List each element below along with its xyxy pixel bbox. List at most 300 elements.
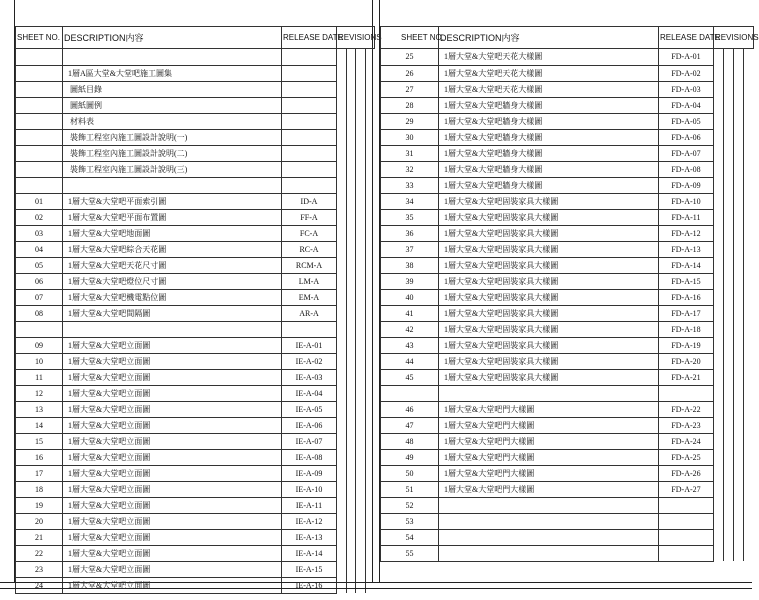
revision-box [337,561,346,577]
revision-box [723,97,733,113]
revision-box [346,401,356,417]
revision-box [733,529,743,545]
revision-box [365,561,375,577]
revision-box [337,417,346,433]
revision-cells [714,321,754,337]
sheet-description [439,513,659,529]
revision-box [365,145,375,161]
revision-box [365,65,375,81]
sheet-description: 1層大堂&大堂吧固裝家具大樣圖 [439,225,659,241]
header-release-date: RELEASE DATE [282,27,337,49]
revision-cells [714,433,754,449]
sheet-number: 29 [381,113,439,129]
revision-box [355,561,365,577]
sheet-code: FD-A-14 [659,257,714,273]
sheet-row [16,193,375,209]
sheet-code: FD-A-11 [659,209,714,225]
sheet-number: 44 [381,353,439,369]
revision-cells [714,161,754,177]
revision-box [337,449,346,465]
revision-cells [337,241,375,257]
revision-box [714,65,723,81]
sheet-number: 05 [16,257,63,273]
sheet-number: 15 [16,433,63,449]
revision-box [346,417,356,433]
sheet-code [659,529,714,545]
revision-cells [337,129,375,145]
sheet-description: 1層大堂&大堂吧立面圖 [63,513,282,529]
sheet-code: FD-A-15 [659,273,714,289]
sheet-number [16,97,63,113]
sheet-number: 18 [16,481,63,497]
sheet-code [282,49,337,66]
revision-box [337,65,346,81]
revision-box [743,257,753,273]
revision-cells [337,209,375,225]
revision-box [365,193,375,209]
sheet-number: 51 [381,481,439,497]
sheet-row [381,177,754,193]
revision-box [733,65,743,81]
sheet-description: 裝飾工程室內施工圖設計說明(三) [63,161,282,177]
revision-cells [714,513,754,529]
sheet-description: 材料表 [63,113,282,129]
revision-box [346,225,356,241]
sheet-row [381,465,754,481]
sheet-row [381,129,754,145]
sheet-number [16,177,63,193]
sheet-description: 1層大堂&大堂吧固裝家具大樣圖 [439,353,659,369]
sheet-description: 1層大堂&大堂吧立面圖 [63,577,282,593]
sheet-row [381,369,754,385]
sheet-row [381,529,754,545]
revision-box [733,145,743,161]
sheet-number: 30 [381,129,439,145]
revision-box [355,417,365,433]
revision-box [743,353,753,369]
sheet-row [381,433,754,449]
revision-box [733,49,743,65]
sheet-number: 19 [16,497,63,513]
revision-box [723,257,733,273]
revision-cells [714,465,754,481]
revision-cells [337,289,375,305]
sheet-code: FD-A-08 [659,161,714,177]
revision-box [346,369,356,385]
left-sheet-table [15,26,382,594]
sheet-code: FD-A-19 [659,337,714,353]
revision-box [714,145,723,161]
header-description: DESCRIPTION内容 [439,27,659,49]
revision-box [723,289,733,305]
sheet-code [282,129,337,145]
revision-box [346,497,356,513]
sheet-code [659,385,714,401]
revision-box [743,449,753,465]
sheet-row [16,257,375,273]
revision-box [337,49,346,65]
revision-cells [337,113,375,129]
revision-cells [337,369,375,385]
revision-box [346,129,356,145]
revision-box [714,545,723,561]
sheet-code: IE-A-11 [282,497,337,513]
revision-box [355,97,365,113]
sheet-code: FD-A-09 [659,177,714,193]
revision-box [723,177,733,193]
sheet-code: FD-A-27 [659,481,714,497]
revision-box [743,273,753,289]
revision-box [714,321,723,337]
revision-box [743,225,753,241]
sheet-code: FD-A-21 [659,369,714,385]
revision-cells [714,177,754,193]
bottom-border-inner [0,588,752,589]
revision-box [346,577,356,593]
sheet-row [16,289,375,305]
sheet-number [381,385,439,401]
sheet-number: 27 [381,81,439,97]
sheet-number: 13 [16,401,63,417]
revision-box [723,209,733,225]
revision-box [355,577,365,593]
revision-box [365,385,375,401]
revision-box [337,353,346,369]
sheet-code: RC-A [282,241,337,257]
sheet-code: FD-A-24 [659,433,714,449]
revision-box [365,513,375,529]
sheet-row [16,417,375,433]
sheet-row [381,145,754,161]
sheet-code: IE-A-01 [282,337,337,353]
revision-box [743,401,753,417]
revision-box [723,513,733,529]
sheet-description: 1層大堂&大堂吧牆身大樣圖 [439,145,659,161]
sheet-code: FD-A-16 [659,289,714,305]
sheet-code: FD-A-20 [659,353,714,369]
sheet-number: 46 [381,401,439,417]
revision-box [355,401,365,417]
revision-cells [337,385,375,401]
revision-box [733,113,743,129]
revision-box [743,545,753,561]
sheet-row [381,449,754,465]
revision-box [714,49,723,65]
revision-box [733,353,743,369]
sheet-row [16,513,375,529]
sheet-number [16,49,63,66]
sheet-number: 23 [16,561,63,577]
revision-box [714,97,723,113]
revision-box [723,417,733,433]
revision-box [733,241,743,257]
sheet-row [16,225,375,241]
revision-cells [337,401,375,417]
revision-box [714,417,723,433]
revision-box [714,465,723,481]
sheet-code [282,113,337,129]
sheet-number: 54 [381,529,439,545]
sheet-description: 1層大堂&大堂吧固裝家具大樣圖 [439,369,659,385]
revision-box [346,529,356,545]
revision-box [355,113,365,129]
revision-box [714,129,723,145]
revision-box [743,305,753,321]
revision-box [365,257,375,273]
sheet-number: 53 [381,513,439,529]
sheet-description: 裝飾工程室內施工圖設計說明(二) [63,145,282,161]
right-sheet-panel [379,0,759,582]
sheet-row [381,49,754,66]
sheet-number: 28 [381,97,439,113]
sheet-row [381,209,754,225]
sheet-description: 1層大堂&大堂吧立面圖 [63,417,282,433]
right-sheet-table [380,26,759,562]
revision-cells [714,209,754,225]
revision-cells [337,321,375,337]
revision-cells [714,241,754,257]
sheet-description: 1層大堂&大堂吧天花大樣圖 [439,65,659,81]
revision-box [337,433,346,449]
revision-cells [337,449,375,465]
sheet-code: FD-A-12 [659,225,714,241]
sheet-row [381,321,754,337]
sheet-description: 1層大堂&大堂吧立面圖 [63,401,282,417]
revision-box [337,465,346,481]
revision-cells [714,353,754,369]
revision-cells [714,225,754,241]
sheet-number: 08 [16,305,63,321]
revision-box [714,449,723,465]
sheet-description: 1層大堂&大堂吧立面圖 [63,449,282,465]
sheet-code: IE-A-12 [282,513,337,529]
revision-box [337,113,346,129]
revision-box [714,513,723,529]
sheet-number: 34 [381,193,439,209]
sheet-number: 41 [381,305,439,321]
revision-cells [714,497,754,513]
sheet-row [16,385,375,401]
revision-box [337,129,346,145]
sheet-number: 45 [381,369,439,385]
sheet-description: 1層大堂&大堂吧綜合天花圖 [63,241,282,257]
revision-box [723,401,733,417]
sheet-code: IE-A-08 [282,449,337,465]
sheet-row [16,177,375,193]
sheet-code [282,81,337,97]
revision-box [365,241,375,257]
sheet-description: 1層大堂&大堂吧立面圖 [63,433,282,449]
revision-box [346,337,356,353]
revision-box [355,177,365,193]
revision-box [723,81,733,97]
revision-box [733,401,743,417]
revision-box [714,529,723,545]
revision-box [355,385,365,401]
revision-box [743,529,753,545]
revision-cells [714,529,754,545]
revision-box [355,433,365,449]
revision-box [365,481,375,497]
revision-box [743,193,753,209]
revision-box [714,113,723,129]
revision-box [733,225,743,241]
revision-box [365,545,375,561]
sheet-number: 20 [16,513,63,529]
revision-cells [337,225,375,241]
revision-box [346,145,356,161]
sheet-description: 1層大堂&大堂吧立面圖 [63,337,282,353]
sheet-description [439,545,659,561]
sheet-number [16,129,63,145]
revision-cells [337,561,375,577]
sheet-code: IE-A-16 [282,577,337,593]
revision-box [714,193,723,209]
revision-cells [337,433,375,449]
sheet-row [16,113,375,129]
revision-cells [337,481,375,497]
revision-box [723,113,733,129]
revision-box [723,545,733,561]
revision-box [346,193,356,209]
sheet-description: 1層大堂&大堂吧牆身大樣圖 [439,113,659,129]
revision-box [733,305,743,321]
revision-box [714,497,723,513]
revision-cells [337,465,375,481]
sheet-number: 16 [16,449,63,465]
revision-box [733,545,743,561]
left-sheet-panel [14,0,382,590]
revision-box [723,49,733,65]
revision-box [365,337,375,353]
revision-box [346,465,356,481]
revision-box [337,97,346,113]
sheet-code: ID-A [282,193,337,209]
sheet-code [659,513,714,529]
sheet-code: FD-A-10 [659,193,714,209]
revision-cells [337,497,375,513]
sheet-row [16,433,375,449]
revision-box [743,321,753,337]
revision-box [714,353,723,369]
sheet-row [16,81,375,97]
revision-box [355,145,365,161]
sheet-number: 50 [381,465,439,481]
revision-box [723,449,733,465]
revision-box [355,449,365,465]
sheet-description: 裝飾工程室內施工圖設計說明(一) [63,129,282,145]
sheet-row [381,337,754,353]
sheet-row [16,529,375,545]
revision-box [733,257,743,273]
header-revisions: REVISIONS [337,27,375,49]
sheet-number: 02 [16,209,63,225]
sheet-code: FD-A-25 [659,449,714,465]
sheet-number: 11 [16,369,63,385]
revision-box [355,513,365,529]
sheet-code [282,161,337,177]
sheet-row [16,369,375,385]
sheet-number: 49 [381,449,439,465]
revision-box [337,241,346,257]
revision-box [723,369,733,385]
revision-box [355,321,365,337]
sheet-row [381,225,754,241]
revision-box [365,289,375,305]
revision-cells [714,545,754,561]
sheet-description: 1層大堂&大堂吧平面索引圖 [63,193,282,209]
revision-box [733,161,743,177]
revision-box [365,369,375,385]
revision-cells [714,417,754,433]
sheet-code: IE-A-10 [282,481,337,497]
sheet-description: 圖紙目錄 [63,81,282,97]
sheet-number: 22 [16,545,63,561]
revision-box [346,241,356,257]
revision-box [723,465,733,481]
sheet-number: 25 [381,49,439,66]
revision-box [346,177,356,193]
sheet-code: FD-A-02 [659,65,714,81]
revision-box [714,241,723,257]
revision-box [337,257,346,273]
sheet-code: FD-A-26 [659,465,714,481]
revision-box [743,369,753,385]
sheet-description: 1層大堂&大堂吧固裝家具大樣圖 [439,241,659,257]
sheet-description: 1層大堂&大堂吧固裝家具大樣圖 [439,305,659,321]
sheet-description: 1層大堂&大堂吧固裝家具大樣圖 [439,257,659,273]
sheet-row [381,417,754,433]
sheet-row [381,65,754,81]
revision-box [337,209,346,225]
sheet-description [63,177,282,193]
revision-cells [337,161,375,177]
sheet-number: 24 [16,577,63,593]
revision-box [743,417,753,433]
sheet-row [16,481,375,497]
sheet-description: 1層大堂&大堂吧固裝家具大樣圖 [439,337,659,353]
revision-box [355,481,365,497]
sheet-number [16,145,63,161]
sheet-row [381,545,754,561]
sheet-code: EM-A [282,289,337,305]
sheet-row [16,321,375,337]
revision-box [337,337,346,353]
revision-box [365,449,375,465]
revision-box [743,49,753,65]
sheet-number: 48 [381,433,439,449]
revision-box [346,305,356,321]
sheet-code: FD-A-03 [659,81,714,97]
sheet-row [16,273,375,289]
revision-box [714,289,723,305]
revision-box [337,225,346,241]
revision-box [733,273,743,289]
revision-box [346,81,356,97]
sheet-description: 1層大堂&大堂吧固裝家具大樣圖 [439,273,659,289]
sheet-number: 17 [16,465,63,481]
revision-box [346,113,356,129]
revision-box [355,545,365,561]
sheet-number: 04 [16,241,63,257]
revision-box [733,177,743,193]
revision-box [743,129,753,145]
revision-box [355,241,365,257]
revision-box [714,481,723,497]
revision-box [365,465,375,481]
revision-box [365,177,375,193]
sheet-description: 1層大堂&大堂吧立面圖 [63,529,282,545]
